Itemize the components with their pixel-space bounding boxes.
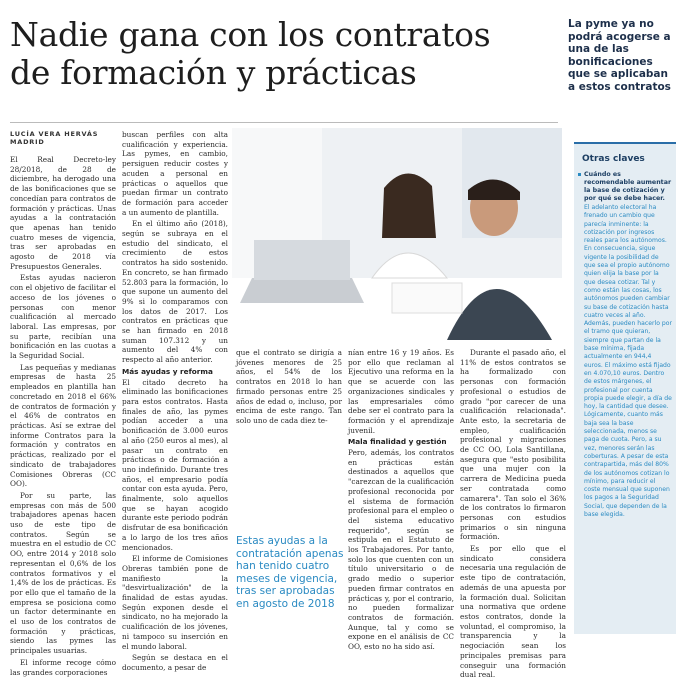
column-3 <box>236 348 342 428</box>
author-name: LUCÍA VERA HERVÁS <box>10 130 99 138</box>
deck-subtitle: La pyme ya no podrá acogerse a una de las bonificaciones que se aplicaban a estos contratos <box>568 18 671 93</box>
paragraph: Estas ayudas nacieron con el objetivo de facilitar el acceso de los jóvenes o personas con menor cualificación al mercado laboral. Las empresas, por su parte, recibían una bonificación en las cuotas a la Seguridad Social. <box>10 273 116 361</box>
paragraph: buscan perfiles con alta cualificación y experiencia. Las pymes, en cambio, persiguen reducir costes y acuden a personal en prácticas o aquellos que puedan firmar un contrato de formación para acceder a un aumento de plantilla. <box>122 130 228 217</box>
subheading: Más ayudas y reforma <box>122 366 213 376</box>
paragraph: El informe recoge cómo las grandes corporaciones <box>10 657 116 677</box>
paragraph: que el contrato se dirigía a jóvenes menores de 25 años, el 54% de los contratos en 2018 lo han firmado personas entre 25 años de edad o, incluso, por encima de este rango. Tan solo uno de cada diez te- <box>236 348 342 425</box>
pull-quote: Estas ayudas a la contratación apenas han tenido cuatro meses de vigencia, tras ser aprobadas en agosto de 2018 <box>236 535 344 610</box>
sidebar-question: Cuándo es recomendable aumentar la base de cotización y por qué se debe hacer. <box>584 171 672 202</box>
paragraph: El Real Decreto-ley 28/2018, de 28 de diciembre, ha derogado una de las bonificaciones que se concedían para contratos de formación y prácticas. Unas ayudas a la contratación que apenas han tenido cuatro meses de vigencia, tras ser aprobadas en agosto de 2018 vía Presupuestos Generales. <box>10 155 116 271</box>
paragraph: Las pequeñas y medianas empresas de hasta 25 empleados en plantilla han concretado en 2018 el 66% de contratos de formación y el 46% de contratos en prácticas. Así se extrae del informe Contratos para la formación y contratos en prácticas, realizado por el sindicato de trabajadores Comisiones Obreras (CC OO). <box>10 362 116 489</box>
column-5 <box>460 348 566 682</box>
paragraph: Es por ello que el sindicato considera necesaria una regulación de este tipo de contratación, además de una apuesta por la formación dual. Solicitan una normativa que ordene estos contratos, donde la voluntad, el compromiso, la transparencia y la negociación sean los principales premisas para conseguir una formación dual real. <box>460 544 566 680</box>
headline-line-2: de formación y prácticas <box>10 53 417 92</box>
paragraph: Pero, además, los contratos en prácticas están destinados a aquellos que "carezcan de la cualificación profesional reconocida por el sistema de formación profesional para el empleo o del sistema educativo requerido", según se estipula en el Estatuto de los Trabajadores. Por tanto, solo los que cuenten con un título universitario o de grado medio o superior pueden firmar contratos en prácticas y, por el contrario, no pueden formalizar contratos de formación. Aunque, tal y como se expone en el análisis de CC OO, esto no ha sido así. <box>348 448 454 652</box>
paragraph: Según se destaca en el documento, a pesar de <box>122 653 228 672</box>
bullet-icon <box>578 173 581 176</box>
subheading: Mala finalidad y gestión <box>348 437 447 447</box>
column-1 <box>10 155 116 679</box>
paragraph: El citado decreto ha eliminado las bonificaciones para estos contratos. Hasta finales de año, las pymes podían acceder a una bonificación de 3.000 euros al año (250 euros al mes), al pasar un contrato en prácticas o de formación a uno indefinido. Durante tres años, el empresario podía contar con esta ayuda. Pero, finalmente, solo aquellos que se hayan acogido durante este periodo podrán disfrutar de esa bonificación a lo largo de los tres años mencionados. <box>122 377 228 552</box>
paragraph: Por su parte, las empresas con más de 500 trabajadores apenas hacen uso de este tipo de contratos. Según se muestra en el estudio de CC OO, entre 2014 y 2018 solo representan el 0,6% de los contratos formativos y el 1,4% de los de prácticas. Es por ello que el tamaño de la empresa se posiciona como un factor determinante en el uso de los contratos de formación y prácticas, siendo las pymes las principales usuarias. <box>10 490 116 656</box>
headline-line-1: Nadie gana con los contratos <box>10 15 491 54</box>
column-4 <box>348 348 454 654</box>
article-photo <box>232 128 562 340</box>
paragraph: Durante el pasado año, el 11% de estos contratos se ha formalizado con personas con formación profesional o estudios de grado "por carecer de una cualificación relacionada". Ante esto, la secretaria de empleo, cualificación profesional y migraciones de CC OO, Lola Santillana, asegura que "esto posibilita que una mujer con la carrera de Medicina pueda ser contratada como camarera". Tan solo el 36% de los contratos lo firmaron personas con estudios primarios o sin ninguna formación. <box>460 348 566 542</box>
rule-top <box>10 122 558 123</box>
paragraph: nían entre 16 y 19 años. Es por ello que reclaman al Ejecutivo una reforma en la que se acuerde con las organizaciones sindicales y las empresariales cómo debe ser el contrato para la formación y el aprendizaje juvenil. <box>348 348 454 435</box>
byline <box>10 130 98 146</box>
sidebar-title: Otras claves <box>582 154 645 164</box>
column-2 <box>122 130 228 675</box>
sidebar-body: El adelanto electoral ha frenado un cambio que parecía inminente: la cotización por ingresos reales para los autónomos. En consecuencia, sigue vigente la posibilidad de que sea el propio autónomo quien elija la base por la que desea cotizar. Tal y como están las cosas, los autónomos pueden cambiar su base de cotización hasta cuatro veces al año. Además, pueden hacerlo por el tramo que quieran, siempre que partan de la base mínima, fijada actualmente en 944,4 euros. El máximo está fijado en 4.070,10 euros. Dentro de estos márgenes, el profesional por cuenta propia puede elegir, a día de hoy, la cantidad que desee. Lógicamente, cuanto más baja sea la base seleccionada, menos se paga de cuota. Pero, a su vez, menores serán las coberturas. A pesar de esta contrapartida, más del 80% de los autónomos cotizan lo mínimo, para reducir el coste mensual que suponen los pagos a la Seguridad Social, que dependen de la base elegida. <box>584 204 672 518</box>
headline <box>10 16 550 92</box>
author-location: MADRID <box>10 138 45 146</box>
sidebar-otras-claves <box>574 142 676 634</box>
paragraph: En el último año (2018), según se subraya en el estudio del sindicato, el crecimiento de estos contratos ha sido sostenido. En concreto, se han firmado 52.803 para la formación, lo que supone un aumento del 9% si lo comparamos con los datos de 2017. Los contratos en prácticas que se han firmado en 2018 suman 107.312 y un aumento del 4% con respecto al año anterior. <box>122 219 228 365</box>
photo-illustration <box>232 128 562 340</box>
paragraph: El informe de Comisiones Obreras también pone de manifiesto la "desvirtualización" de la finalidad de estas ayudas. Según exponen desde el sindicato, no ha mejorado la cualificación de los jóvenes, ni tampoco su inserción en el mundo laboral. <box>122 554 228 651</box>
